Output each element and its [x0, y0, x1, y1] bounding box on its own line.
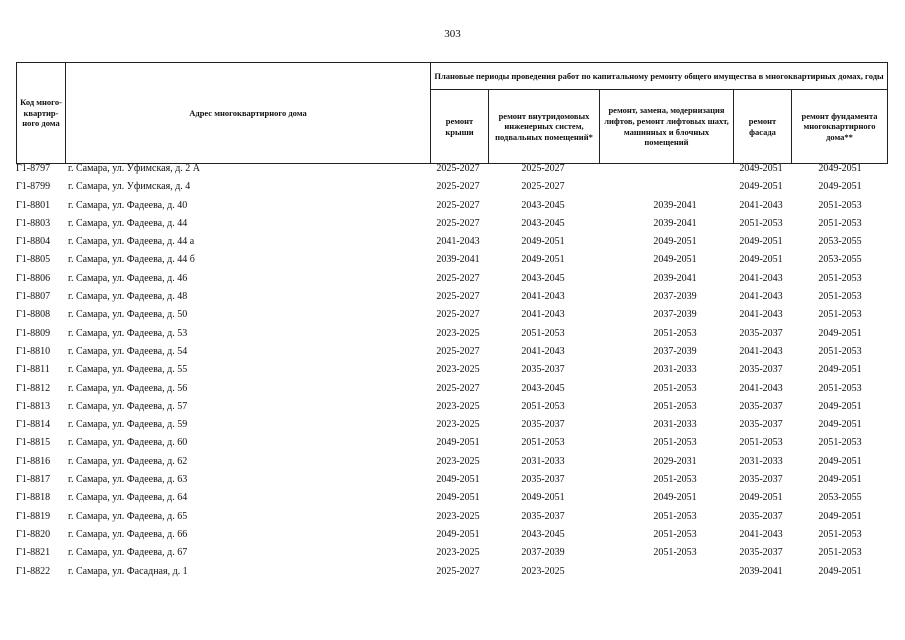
cell-roof: 2025-2027	[436, 199, 480, 211]
cell-lifts: 2051-2053	[653, 528, 697, 540]
cell-foundation: 2051-2053	[818, 528, 862, 540]
cell-facade: 2051-2053	[739, 217, 783, 229]
cell-address: г. Самара, ул. Фадеева, д. 65	[68, 510, 188, 522]
cell-foundation: 2051-2053	[818, 309, 862, 321]
cell-roof: 2025-2027	[436, 217, 480, 229]
cell-facade: 2035-2037	[739, 547, 783, 559]
table-row	[16, 270, 888, 288]
cell-lifts: 2031-2033	[653, 419, 697, 431]
cell-engineering: 2051-2053	[521, 327, 565, 339]
cell-foundation: 2053-2055	[818, 236, 862, 248]
cell-facade: 2041-2043	[739, 272, 783, 284]
cell-address: г. Самара, ул. Фасадная, д. 1	[68, 565, 188, 577]
cell-facade: 2035-2037	[739, 419, 783, 431]
cell-code: Г1-8809	[16, 327, 51, 339]
cell-foundation: 2051-2053	[818, 382, 862, 394]
cell-lifts: 2051-2053	[653, 474, 697, 486]
cell-engineering: 2031-2033	[521, 455, 565, 467]
header-lifts: ремонт, замена, модернизация лифтов, ремонт лифтовых шахт, машинных и блочных помещений	[599, 89, 734, 164]
cell-engineering: 2043-2045	[521, 217, 565, 229]
cell-address: г. Самара, ул. Фадеева, д. 66	[68, 528, 188, 540]
cell-roof: 2025-2027	[436, 382, 480, 394]
cell-engineering: 2043-2045	[521, 272, 565, 284]
cell-foundation: 2051-2053	[818, 272, 862, 284]
table-row	[16, 544, 888, 562]
table-row	[16, 306, 888, 324]
cell-code: Г1-8801	[16, 199, 51, 211]
cell-roof: 2025-2027	[436, 565, 480, 577]
cell-engineering: 2041-2043	[521, 309, 565, 321]
cell-foundation: 2049-2051	[818, 181, 862, 193]
page-number: 303	[444, 28, 461, 40]
cell-engineering: 2043-2045	[521, 382, 565, 394]
cell-engineering: 2037-2039	[521, 547, 565, 559]
cell-lifts: 2051-2053	[653, 382, 697, 394]
cell-lifts: 2051-2053	[653, 547, 697, 559]
cell-roof: 2025-2027	[436, 181, 480, 193]
cell-address: г. Самара, ул. Фадеева, д. 54	[68, 345, 188, 357]
table-row	[16, 398, 888, 416]
table-row	[16, 178, 888, 196]
cell-facade: 2041-2043	[739, 309, 783, 321]
cell-foundation: 2049-2051	[818, 565, 862, 577]
cell-facade: 2041-2043	[739, 382, 783, 394]
cell-lifts: 2051-2053	[653, 510, 697, 522]
cell-facade: 2049-2051	[739, 163, 783, 174]
cell-code: Г1-8819	[16, 510, 51, 522]
cell-code: Г1-8811	[16, 364, 50, 376]
cell-roof: 2025-2027	[436, 163, 480, 174]
cell-engineering: 2043-2045	[521, 528, 565, 540]
cell-code: Г1-8807	[16, 291, 51, 303]
table-header	[16, 62, 888, 164]
cell-facade: 2049-2051	[739, 254, 783, 266]
cell-lifts: 2051-2053	[653, 327, 697, 339]
cell-code: Г1-8821	[16, 547, 51, 559]
cell-roof: 2025-2027	[436, 309, 480, 321]
cell-engineering: 2041-2043	[521, 345, 565, 357]
table-body	[16, 160, 888, 581]
cell-lifts: 2031-2033	[653, 364, 697, 376]
cell-code: Г1-8820	[16, 528, 51, 540]
cell-engineering: 2035-2037	[521, 510, 565, 522]
cell-roof: 2023-2025	[436, 327, 480, 339]
cell-address: г. Самара, ул. Фадеева, д. 62	[68, 455, 188, 467]
cell-foundation: 2051-2053	[818, 547, 862, 559]
cell-engineering: 2025-2027	[521, 163, 565, 174]
cell-code: Г1-8804	[16, 236, 51, 248]
cell-lifts: 2039-2041	[653, 199, 697, 211]
cell-address: г. Самара, ул. Фадеева, д. 57	[68, 400, 188, 412]
cell-code: Г1-8799	[16, 181, 51, 193]
table-row	[16, 343, 888, 361]
header-foundation: ремонт фундамента многоквартирного дома**	[791, 89, 888, 164]
table-row	[16, 434, 888, 452]
cell-foundation: 2051-2053	[818, 217, 862, 229]
cell-code: Г1-8805	[16, 254, 51, 266]
cell-foundation: 2049-2051	[818, 419, 862, 431]
header-roof: ремонт крыши	[430, 89, 489, 164]
cell-code: Г1-8822	[16, 565, 51, 577]
cell-address: г. Самара, ул. Фадеева, д. 55	[68, 364, 188, 376]
cell-address: г. Самара, ул. Фадеева, д. 53	[68, 327, 188, 339]
table-row	[16, 325, 888, 343]
cell-foundation: 2049-2051	[818, 327, 862, 339]
cell-address: г. Самара, ул. Уфимская, д. 4	[68, 181, 191, 193]
table-row	[16, 471, 888, 489]
cell-facade: 2049-2051	[739, 181, 783, 193]
cell-lifts: 2051-2053	[653, 437, 697, 449]
cell-code: Г1-8810	[16, 345, 51, 357]
cell-code: Г1-8815	[16, 437, 51, 449]
cell-facade: 2035-2037	[739, 327, 783, 339]
cell-address: г. Самара, ул. Фадеева, д. 60	[68, 437, 188, 449]
cell-foundation: 2049-2051	[818, 364, 862, 376]
cell-facade: 2041-2043	[739, 291, 783, 303]
cell-facade: 2049-2051	[739, 236, 783, 248]
cell-lifts: 2049-2051	[653, 492, 697, 504]
cell-engineering: 2023-2025	[521, 565, 565, 577]
cell-engineering: 2041-2043	[521, 291, 565, 303]
cell-code: Г1-8812	[16, 382, 51, 394]
cell-foundation: 2053-2055	[818, 254, 862, 266]
header-address: Адрес многоквартирного дома	[65, 62, 431, 164]
table-row	[16, 288, 888, 306]
cell-foundation: 2049-2051	[818, 400, 862, 412]
cell-address: г. Самара, ул. Фадеева, д. 67	[68, 547, 188, 559]
table-row	[16, 416, 888, 434]
cell-roof: 2023-2025	[436, 400, 480, 412]
table-row	[16, 361, 888, 379]
cell-lifts: 2039-2041	[653, 217, 697, 229]
cell-engineering: 2049-2051	[521, 236, 565, 248]
cell-engineering: 2025-2027	[521, 181, 565, 193]
table-row	[16, 197, 888, 215]
cell-facade: 2041-2043	[739, 199, 783, 211]
cell-roof: 2049-2051	[436, 492, 480, 504]
cell-foundation: 2049-2051	[818, 510, 862, 522]
cell-lifts: 2049-2051	[653, 254, 697, 266]
cell-roof: 2049-2051	[436, 437, 480, 449]
cell-roof: 2049-2051	[436, 528, 480, 540]
cell-code: Г1-8817	[16, 474, 51, 486]
cell-code: Г1-8816	[16, 455, 51, 467]
table-row	[16, 526, 888, 544]
table-row	[16, 380, 888, 398]
cell-foundation: 2051-2053	[818, 437, 862, 449]
cell-engineering: 2035-2037	[521, 474, 565, 486]
cell-address: г. Самара, ул. Фадеева, д. 44 б	[68, 254, 195, 266]
cell-code: Г1-8797	[16, 163, 51, 174]
cell-lifts: 2037-2039	[653, 291, 697, 303]
cell-foundation: 2053-2055	[818, 492, 862, 504]
table-row	[16, 508, 888, 526]
cell-address: г. Самара, ул. Фадеева, д. 40	[68, 199, 188, 211]
cell-roof: 2041-2043	[436, 236, 480, 248]
cell-facade: 2041-2043	[739, 528, 783, 540]
cell-roof: 2039-2041	[436, 254, 480, 266]
cell-roof: 2025-2027	[436, 291, 480, 303]
cell-facade: 2031-2033	[739, 455, 783, 467]
cell-address: г. Самара, ул. Фадеева, д. 46	[68, 272, 188, 284]
cell-address: г. Самара, ул. Фадеева, д. 64	[68, 492, 188, 504]
cell-code: Г1-8806	[16, 272, 51, 284]
cell-roof: 2023-2025	[436, 419, 480, 431]
header-facade: ремонт фасада	[733, 89, 792, 164]
table-row	[16, 160, 888, 178]
cell-address: г. Самара, ул. Фадеева, д. 44	[68, 217, 188, 229]
cell-lifts: 2049-2051	[653, 236, 697, 248]
cell-facade: 2041-2043	[739, 345, 783, 357]
cell-facade: 2049-2051	[739, 492, 783, 504]
cell-engineering: 2049-2051	[521, 254, 565, 266]
cell-code: Г1-8803	[16, 217, 51, 229]
cell-lifts: 2029-2031	[653, 455, 697, 467]
cell-address: г. Самара, ул. Фадеева, д. 50	[68, 309, 188, 321]
cell-lifts: 2037-2039	[653, 309, 697, 321]
cell-address: г. Самара, ул. Фадеева, д. 44 а	[68, 236, 195, 248]
cell-roof: 2023-2025	[436, 455, 480, 467]
cell-address: г. Самара, ул. Фадеева, д. 59	[68, 419, 188, 431]
cell-facade: 2035-2037	[739, 510, 783, 522]
cell-facade: 2035-2037	[739, 400, 783, 412]
header-code: Код много-квартир-ного дома	[16, 62, 66, 164]
cell-foundation: 2051-2053	[818, 345, 862, 357]
cell-lifts: 2039-2041	[653, 272, 697, 284]
table-row	[16, 489, 888, 507]
cell-engineering: 2051-2053	[521, 437, 565, 449]
cell-address: г. Самара, ул. Уфимская, д. 2 А	[68, 163, 201, 174]
cell-lifts: 2037-2039	[653, 345, 697, 357]
cell-foundation: 2049-2051	[818, 163, 862, 174]
cell-roof: 2025-2027	[436, 345, 480, 357]
cell-facade: 2039-2041	[739, 565, 783, 577]
table-row	[16, 215, 888, 233]
cell-code: Г1-8808	[16, 309, 51, 321]
cell-code: Г1-8813	[16, 400, 51, 412]
cell-roof: 2049-2051	[436, 474, 480, 486]
cell-address: г. Самара, ул. Фадеева, д. 56	[68, 382, 188, 394]
table-row	[16, 233, 888, 251]
cell-code: Г1-8814	[16, 419, 51, 431]
cell-foundation: 2051-2053	[818, 291, 862, 303]
cell-address: г. Самара, ул. Фадеева, д. 63	[68, 474, 188, 486]
cell-roof: 2025-2027	[436, 272, 480, 284]
cell-engineering: 2043-2045	[521, 199, 565, 211]
cell-facade: 2035-2037	[739, 474, 783, 486]
cell-engineering: 2049-2051	[521, 492, 565, 504]
cell-code: Г1-8818	[16, 492, 51, 504]
cell-foundation: 2049-2051	[818, 474, 862, 486]
table-row	[16, 251, 888, 269]
cell-roof: 2023-2025	[436, 510, 480, 522]
table-row	[16, 563, 888, 581]
cell-foundation: 2049-2051	[818, 455, 862, 467]
header-engineering: ремонт внутридомовых инженерных систем, подвальных помещений*	[488, 89, 600, 164]
cell-lifts: 2051-2053	[653, 400, 697, 412]
cell-roof: 2023-2025	[436, 547, 480, 559]
cell-roof: 2023-2025	[436, 364, 480, 376]
cell-foundation: 2051-2053	[818, 199, 862, 211]
cell-engineering: 2051-2053	[521, 400, 565, 412]
header-periods: Плановые периоды проведения работ по капитальному ремонту общего имущества в многоквартирных домах, годы	[430, 62, 888, 90]
table-row	[16, 453, 888, 471]
cell-address: г. Самара, ул. Фадеева, д. 48	[68, 291, 188, 303]
cell-facade: 2051-2053	[739, 437, 783, 449]
cell-engineering: 2035-2037	[521, 419, 565, 431]
cell-facade: 2035-2037	[739, 364, 783, 376]
cell-engineering: 2035-2037	[521, 364, 565, 376]
